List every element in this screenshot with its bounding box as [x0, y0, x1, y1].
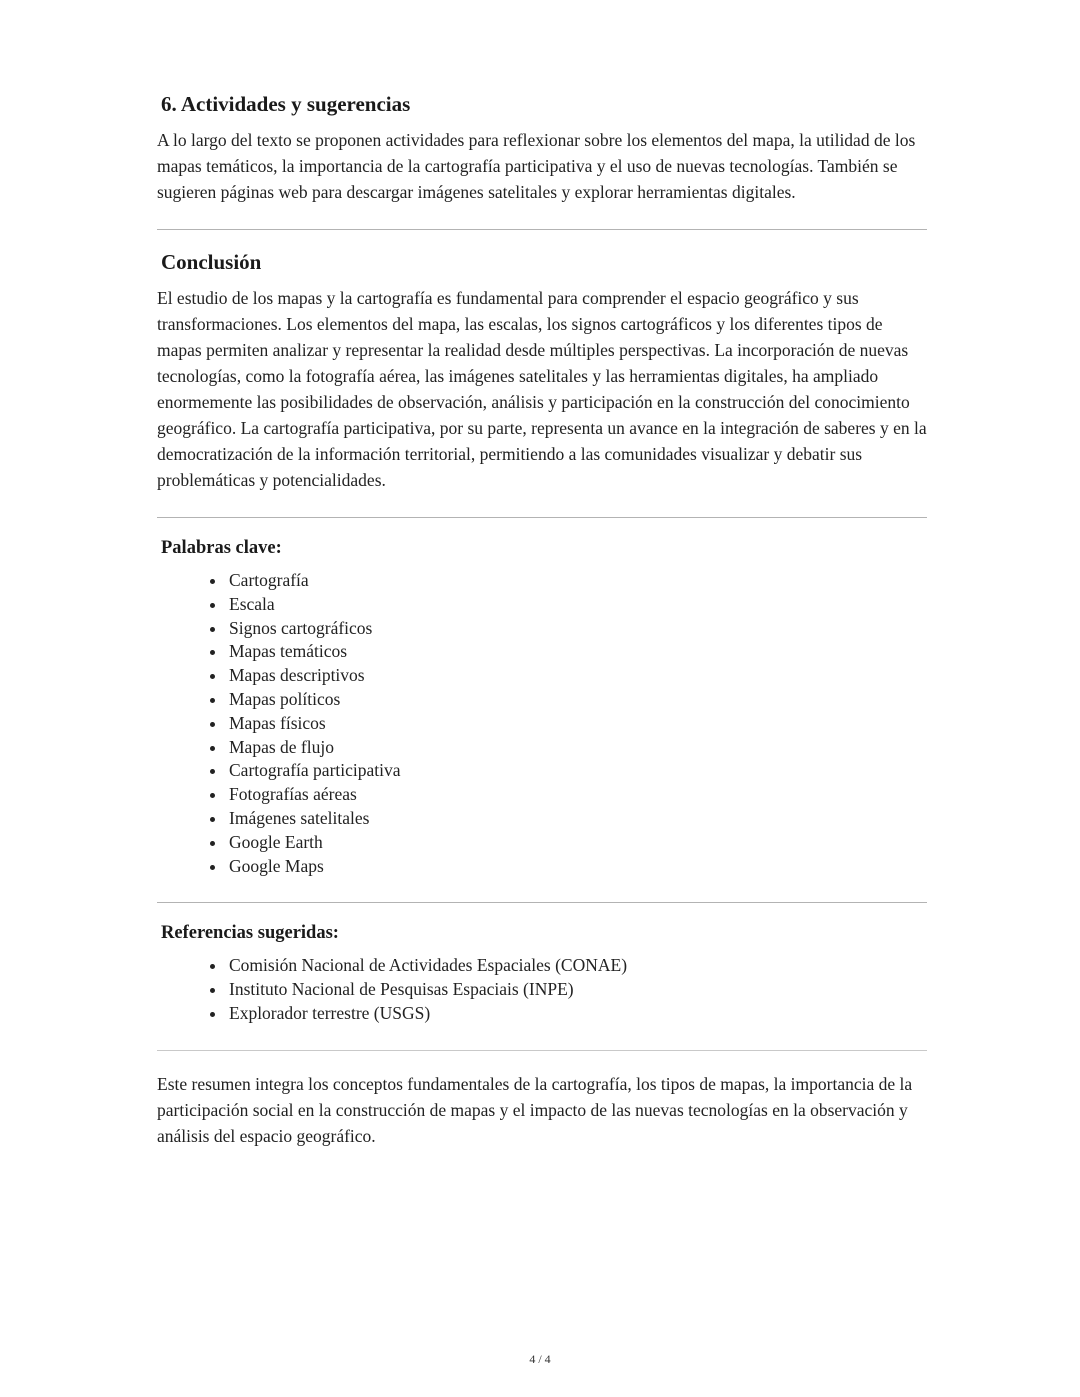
conclusion-paragraph: El estudio de los mapas y la cartografía es fundamental para comprender el espacio geográfico y sus transformaciones. Los elementos del mapa, las escalas, los signos cartográficos y los diferentes tipos de mapas permiten analizar y representar la realidad desde múltiples perspectivas. La incorporación de nuevas tecnologías, como la fotografía aérea, las imágenes satelitales y las herramientas digitales, ha ampliado enormemente las posibilidades de observación, análisis y participación en la construcción del conocimiento geográfico. La cartografía participativa, por su parte, representa un avance en la integración de saberes y en la democratización de la información territorial, permitiendo a las comunidades visualizar y debatir sus problemáticas y potencialidades. [157, 288, 927, 490]
list-item: • Signos cartográficos [227, 617, 927, 641]
divider-light [157, 1050, 927, 1051]
keywords-list [157, 569, 927, 878]
divider [157, 902, 927, 903]
page-number: 4 / 4 [529, 1352, 551, 1366]
list-item: • Mapas de flujo [227, 736, 927, 760]
section-keywords [157, 538, 927, 878]
section-activities [157, 92, 927, 205]
divider [157, 229, 927, 230]
closing-paragraph: Este resumen integra los conceptos fundamentales de la cartografía, los tipos de mapas, la importancia de la participación social en la construcción de mapas y el impacto de las nuevas tecnologías en la observación y análisis del espacio geográfico. [157, 1073, 913, 1146]
references-list [157, 954, 927, 1025]
list-item: • Cartografía [227, 569, 927, 593]
list-item: • Instituto Nacional de Pesquisas Espaciais (INPE) [227, 978, 927, 1002]
list-item: • Cartografía participativa [227, 759, 927, 783]
activities-heading: 6. Actividades y sugerencias [161, 92, 411, 116]
list-item: • Google Earth [227, 831, 927, 855]
keywords-heading: Palabras clave: [161, 538, 282, 558]
conclusion-heading: Conclusión [161, 250, 262, 274]
list-item: • Escala [227, 593, 927, 617]
list-item: • Google Maps [227, 855, 927, 879]
list-item: • Explorador terrestre (USGS) [227, 1002, 927, 1026]
list-item: • Imágenes satelitales [227, 807, 927, 831]
list-item: • Mapas físicos [227, 712, 927, 736]
section-conclusion [157, 250, 927, 493]
list-item: • Fotografías aéreas [227, 783, 927, 807]
list-item: • Comisión Nacional de Actividades Espaciales (CONAE) [227, 954, 927, 978]
activities-paragraph: A lo largo del texto se proponen actividades para reflexionar sobre los elementos del mapa, la utilidad de los mapas temáticos, la importancia de la cartografía participativa y el uso de nuevas tecnologías. También se sugieren páginas web para descargar imágenes satelitales y explorar herramientas digitales. [157, 130, 916, 202]
divider [157, 517, 927, 518]
document-content [157, 92, 927, 1149]
section-closing [157, 1071, 927, 1149]
section-references [157, 923, 927, 1025]
list-item: • Mapas temáticos [227, 640, 927, 664]
references-heading: Referencias sugeridas: [161, 923, 339, 944]
list-item: • Mapas políticos [227, 688, 927, 712]
list-item: • Mapas descriptivos [227, 664, 927, 688]
